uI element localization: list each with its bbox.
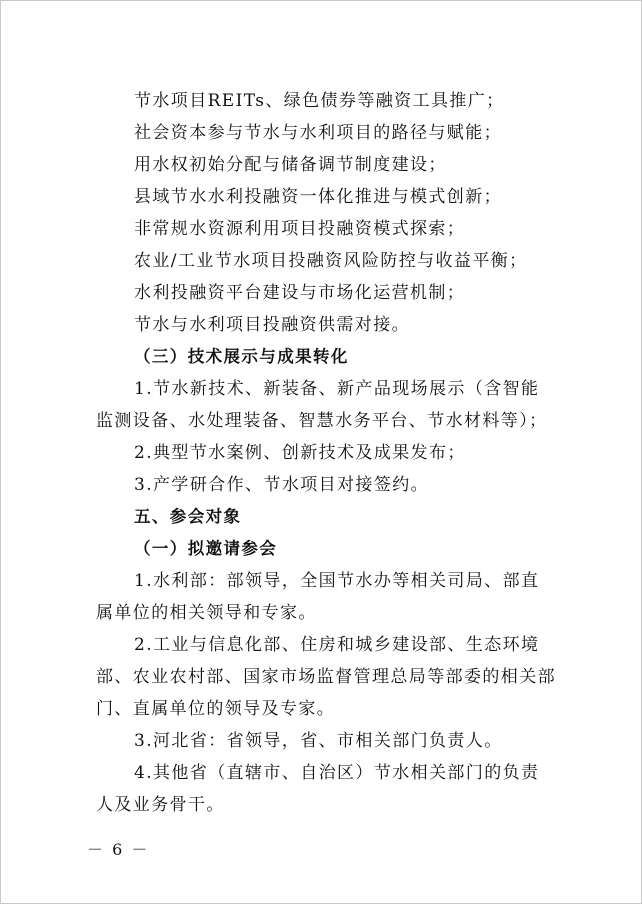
numbered-item: 4.其他省（直辖市、自治区）节水相关部门的负责人及业务骨干。 bbox=[96, 763, 540, 815]
list-item: 用水权初始分配与储备调节制度建设； bbox=[134, 155, 447, 175]
list-item: 农业/工业节水项目投融资风险防控与收益平衡； bbox=[134, 251, 528, 271]
numbered-item: 3.河北省：省领导，省、市相关部门负责人。 bbox=[134, 731, 503, 751]
list-item: 水利投融资平台建设与市场化运营机制； bbox=[134, 283, 466, 303]
numbered-item: 2.典型节水案例、创新技术及成果发布； bbox=[134, 443, 466, 463]
page-body bbox=[96, 85, 556, 821]
list-item: 节水与水利项目投融资供需对接。 bbox=[134, 315, 410, 335]
page-number: － 6 － bbox=[87, 840, 150, 859]
subsection-heading-invited: （一）拟邀请参会 bbox=[134, 539, 278, 558]
list-item: 非常规水资源利用项目投融资模式探索； bbox=[134, 219, 466, 239]
list-item: 社会资本参与节水与水利项目的路径与赋能； bbox=[134, 123, 502, 143]
list-item: 县域节水水利投融资一体化推进与模式创新； bbox=[134, 187, 502, 207]
numbered-item: 3.产学研合作、节水项目对接签约。 bbox=[134, 475, 430, 495]
section-heading-participants: 五、参会对象 bbox=[134, 507, 242, 526]
list-item: 节水项目REITs、绿色债券等融资工具推广； bbox=[134, 91, 505, 111]
section-heading-tech-showcase: （三）技术展示与成果转化 bbox=[134, 347, 349, 366]
numbered-item: 2.工业与信息化部、住房和城乡建设部、生态环境部、农业农村部、国家市场监督管理总局等部委的相关部门、直属单位的领导及专家。 bbox=[96, 635, 556, 719]
numbered-item: 1.节水新技术、新装备、新产品现场展示（含智能监测设备、水处理装备、智慧水务平台、节水材料等）； bbox=[96, 379, 548, 431]
numbered-item: 1.水利部：部领导，全国节水办等相关司局、部直属单位的相关领导和专家。 bbox=[96, 571, 540, 623]
